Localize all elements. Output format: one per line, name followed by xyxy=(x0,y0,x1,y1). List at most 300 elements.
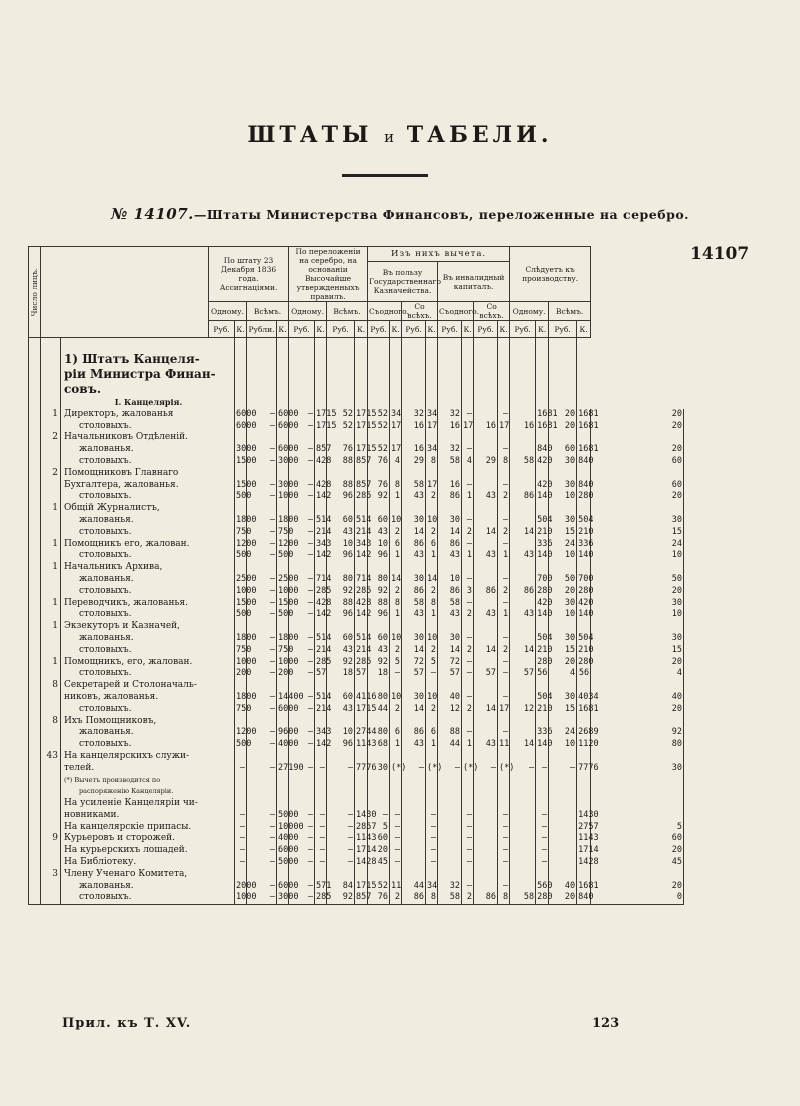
ruble-cell xyxy=(390,775,402,787)
ruble-cell: 1 xyxy=(390,550,402,562)
table-row xyxy=(29,633,684,645)
kopeck-cell xyxy=(510,833,536,845)
kopeck-cell: 60 xyxy=(327,692,355,704)
kopeck-cell: 88 xyxy=(327,456,355,468)
ruble-cell xyxy=(235,503,247,515)
ruble-cell: 8 xyxy=(498,892,510,904)
kopeck-cell xyxy=(327,786,355,798)
ruble-cell xyxy=(277,680,289,692)
ruble-cell xyxy=(498,503,510,515)
margin-cell xyxy=(29,503,41,515)
ruble-cell: 10 xyxy=(391,691,402,702)
ruble-cell: 140 xyxy=(578,550,594,561)
ruble-cell: — xyxy=(462,633,474,645)
ruble-cell: 700 xyxy=(578,573,594,584)
kopeck-cell xyxy=(510,633,536,645)
ruble-cell xyxy=(390,503,402,515)
kopeck-cell: 76 xyxy=(368,892,390,904)
kopeck-cell: 60 xyxy=(549,444,577,456)
ruble-cell: — xyxy=(235,833,247,845)
kopeck-cell: — xyxy=(247,845,277,857)
kopeck-cell xyxy=(402,432,426,444)
kopeck-cell: 45 xyxy=(591,857,684,869)
kopeck-cell xyxy=(247,562,277,574)
kopeck-cell: — xyxy=(247,444,277,456)
kopeck-cell: 43 xyxy=(368,645,390,657)
table-row xyxy=(29,657,684,669)
kopeck-cell: 10 xyxy=(549,739,577,751)
ruble-cell: 2 xyxy=(498,645,510,657)
header-cell: Изъ нихъ вычета. xyxy=(368,247,510,262)
ruble-cell: 1 xyxy=(390,739,402,751)
ruble-cell: 34 xyxy=(427,444,438,455)
ruble-cell: — xyxy=(462,857,474,869)
kopeck-cell xyxy=(510,786,536,798)
count-cell: 1 xyxy=(41,621,61,633)
count-cell xyxy=(41,444,61,456)
row-label: столовыхъ. xyxy=(61,550,235,562)
row-label: Члену Ученаго Комитета, xyxy=(61,869,235,881)
ruble-cell xyxy=(498,716,510,728)
ruble-cell: 500 xyxy=(236,550,252,561)
ruble-cell: 1800 xyxy=(236,691,257,702)
ruble-cell: — xyxy=(462,833,474,845)
row-label: (*) Вычетъ производится по xyxy=(61,775,235,787)
ruble-cell: 11 xyxy=(391,880,402,891)
table-row xyxy=(29,881,684,893)
ruble-cell: 3 xyxy=(462,586,474,598)
kopeck-cell: 4 xyxy=(549,668,577,680)
kopeck-cell: — xyxy=(289,456,315,468)
kopeck-cell: 24 xyxy=(549,727,577,739)
ruble-cell xyxy=(426,775,438,787)
ruble-cell xyxy=(426,751,438,763)
ruble-cell: 500 xyxy=(236,609,252,620)
kopeck-cell: 43 xyxy=(474,550,498,562)
ruble-cell: 420 xyxy=(537,479,553,490)
page-number: 123 xyxy=(592,1016,620,1031)
ruble-cell: 6000 xyxy=(278,420,299,431)
kopeck-cell: 57 xyxy=(474,668,498,680)
kopeck-cell xyxy=(327,503,355,515)
ruble-cell: 2689 xyxy=(578,727,599,738)
kopeck-cell: — xyxy=(327,822,355,834)
count-cell xyxy=(41,704,61,716)
ruble-cell: 750 xyxy=(236,703,252,714)
kopeck-cell xyxy=(438,786,462,798)
ruble-cell: (*) xyxy=(463,762,479,773)
ruble-cell xyxy=(355,751,368,763)
count-cell xyxy=(41,491,61,503)
count-cell xyxy=(41,550,61,562)
kopeck-cell: — xyxy=(289,491,315,503)
kopeck-cell: 16 xyxy=(402,444,426,456)
kopeck-cell: 86 xyxy=(402,727,426,739)
ruble-cell: — xyxy=(315,763,327,775)
table-row xyxy=(29,775,684,787)
kopeck-cell xyxy=(510,775,536,787)
ruble-cell: — xyxy=(498,692,510,704)
ruble-cell: 1500 xyxy=(236,479,257,490)
row-label: жалованья. xyxy=(61,881,235,893)
margin-cell xyxy=(29,668,41,680)
ruble-cell: 280 xyxy=(578,656,594,667)
ruble-cell xyxy=(277,786,289,798)
kopeck-cell: — xyxy=(247,857,277,869)
ruble-cell: 17 xyxy=(499,420,510,431)
margin-cell xyxy=(29,845,41,857)
row-label: Экзекуторъ и Казначей, xyxy=(61,621,235,633)
ruble-cell: — xyxy=(462,727,474,739)
count-cell xyxy=(41,515,61,527)
row-label: распоряженію Канцеляріи. xyxy=(61,786,235,798)
ruble-cell: 1500 xyxy=(236,597,257,608)
kopeck-cell xyxy=(289,680,315,692)
kopeck-cell: 80 xyxy=(327,574,355,586)
kopeck-cell: 60 xyxy=(591,456,684,468)
ruble-cell: 3000 xyxy=(236,444,257,455)
ruble-cell: 280 xyxy=(578,585,594,596)
margin-cell xyxy=(29,444,41,456)
ruble-cell: 34 xyxy=(391,408,402,419)
kopeck-cell xyxy=(438,751,462,763)
section-title: ріи Министра Финан- xyxy=(61,367,235,382)
ruble-cell xyxy=(277,562,289,574)
header-cell: К. xyxy=(498,321,510,338)
table-row xyxy=(29,609,684,621)
kopeck-cell xyxy=(474,810,498,822)
kopeck-cell xyxy=(591,775,684,787)
ruble-cell xyxy=(498,468,510,480)
table-row xyxy=(29,421,684,433)
ruble-cell: 140 xyxy=(578,609,594,620)
ruble-cell xyxy=(577,562,591,574)
ruble-cell xyxy=(355,786,368,798)
kopeck-cell: 80 xyxy=(368,727,390,739)
table-row xyxy=(29,739,684,751)
kopeck-cell: 72 xyxy=(438,657,462,669)
kopeck-cell xyxy=(474,822,498,834)
ruble-cell xyxy=(536,680,549,692)
ruble-cell: — xyxy=(498,668,510,680)
row-label: столовыхъ. xyxy=(61,527,235,539)
ruble-cell: (*) xyxy=(499,762,515,773)
ruble-cell: 4116 xyxy=(356,691,377,702)
ruble-cell: 1143 xyxy=(356,739,377,750)
margin-cell xyxy=(29,798,41,810)
kopeck-cell: 29 xyxy=(474,456,498,468)
kopeck-cell xyxy=(549,775,577,787)
ruble-cell: 6000 xyxy=(278,880,299,891)
kopeck-cell: 92 xyxy=(368,657,390,669)
ruble-cell: (*) xyxy=(391,762,407,773)
ruble-cell: 8 xyxy=(390,480,402,492)
ruble-cell: 428 xyxy=(316,455,332,466)
ruble-cell: (*) xyxy=(427,762,443,773)
table-row xyxy=(29,409,684,421)
kopeck-cell xyxy=(402,716,426,728)
row-label: жалованья. xyxy=(61,574,235,586)
kopeck-cell xyxy=(549,810,577,822)
kopeck-cell xyxy=(327,716,355,728)
ruble-cell xyxy=(426,869,438,881)
kopeck-cell: 86 xyxy=(402,586,426,598)
kopeck-cell: 30 xyxy=(549,633,577,645)
kopeck-cell: 43 xyxy=(474,491,498,503)
ruble-cell: 1 xyxy=(498,609,510,621)
ruble-cell: 11 xyxy=(499,739,510,750)
count-cell xyxy=(41,421,61,433)
row-label: столовыхъ. xyxy=(61,739,235,751)
kopeck-cell: 60 xyxy=(591,480,684,492)
kopeck-cell: 80 xyxy=(368,692,390,704)
kopeck-cell: 60 xyxy=(368,633,390,645)
ruble-cell: 210 xyxy=(578,644,594,655)
kopeck-cell xyxy=(368,503,390,515)
ruble-cell xyxy=(577,468,591,480)
kopeck-cell: 14 xyxy=(510,739,536,751)
ruble-cell: 142 xyxy=(356,550,372,561)
ruble-cell xyxy=(315,503,327,515)
kopeck-cell: 57 xyxy=(510,668,536,680)
kopeck-cell: 40 xyxy=(549,881,577,893)
header-cell: К. xyxy=(536,321,549,338)
ruble-cell: 10 xyxy=(427,691,438,702)
kopeck-cell: — xyxy=(289,598,315,610)
header-cell: Руб. xyxy=(474,321,498,338)
kopeck-cell: 30 xyxy=(549,456,577,468)
row-label: На Библіотеку. xyxy=(61,857,235,869)
ruble-cell xyxy=(315,798,327,810)
margin-cell xyxy=(29,857,41,869)
kopeck-cell xyxy=(327,869,355,881)
kopeck-cell: 58 xyxy=(510,892,536,904)
ruble-cell: 10000 xyxy=(278,821,304,832)
margin-cell xyxy=(29,539,41,551)
ruble-cell: 17 xyxy=(391,420,402,431)
ruble-cell xyxy=(426,468,438,480)
kopeck-cell: 86 xyxy=(474,586,498,598)
kopeck-cell: — xyxy=(289,810,315,822)
row-label: Помощникъ, его, жалован. xyxy=(61,657,235,669)
ruble-cell: — xyxy=(315,845,327,857)
ruble-cell: — xyxy=(315,810,327,822)
kopeck-cell: — xyxy=(289,409,315,421)
ruble-cell xyxy=(498,751,510,763)
header-cell: Одному. xyxy=(289,302,327,321)
ruble-cell: 6000 xyxy=(278,408,299,419)
count-cell: 2 xyxy=(41,432,61,444)
kopeck-cell xyxy=(510,574,536,586)
kopeck-cell xyxy=(549,751,577,763)
kopeck-cell: 52 xyxy=(368,881,390,893)
kopeck-cell: — xyxy=(402,763,426,775)
kopeck-cell: 50 xyxy=(591,574,684,586)
ruble-cell xyxy=(462,503,474,515)
ruble-cell: 6000 xyxy=(236,420,257,431)
kopeck-cell: 15 xyxy=(549,527,577,539)
ruble-cell xyxy=(498,432,510,444)
header-cell: К. xyxy=(462,321,474,338)
ruble-cell: 1 xyxy=(390,491,402,503)
row-label: столовыхъ. xyxy=(61,456,235,468)
ruble-cell: 1 xyxy=(498,550,510,562)
ruble-cell: 857 xyxy=(356,455,372,466)
kopeck-cell xyxy=(510,727,536,739)
header-cell: Руб. xyxy=(368,321,390,338)
ruble-cell: 1 xyxy=(462,491,474,503)
ruble-cell: 7776 xyxy=(578,762,599,773)
kopeck-cell xyxy=(510,692,536,704)
header-cell: Руб. xyxy=(402,321,426,338)
kopeck-cell: 16 xyxy=(438,480,462,492)
kopeck-cell: 12 xyxy=(510,704,536,716)
kopeck-cell: 43 xyxy=(438,550,462,562)
kopeck-cell: — xyxy=(289,845,315,857)
row-label: На канцелярскихъ служи- xyxy=(61,751,235,763)
ruble-cell: 210 xyxy=(537,703,553,714)
margin-cell xyxy=(29,562,41,574)
ruble-cell: 1714 xyxy=(578,845,599,856)
kopeck-cell xyxy=(402,775,426,787)
kopeck-cell: 57 xyxy=(402,668,426,680)
table-row xyxy=(29,491,684,503)
ruble-cell: 142 xyxy=(356,609,372,620)
kopeck-cell: — xyxy=(247,527,277,539)
ruble-cell: 514 xyxy=(316,632,332,643)
margin-cell xyxy=(29,822,41,834)
ruble-cell: 514 xyxy=(316,691,332,702)
ruble-cell: 5000 xyxy=(278,857,299,868)
header-cell: Руб. xyxy=(209,321,235,338)
ruble-cell: 1000 xyxy=(278,656,299,667)
kopeck-cell: 5 xyxy=(591,822,684,834)
kopeck-cell: 14 xyxy=(402,527,426,539)
ruble-cell xyxy=(462,751,474,763)
kopeck-cell xyxy=(247,680,277,692)
table-row xyxy=(29,515,684,527)
kopeck-cell xyxy=(247,503,277,515)
kopeck-cell xyxy=(368,775,390,787)
kopeck-cell: 43 xyxy=(510,550,536,562)
ruble-cell: — xyxy=(390,845,402,857)
ruble-cell: 1681 xyxy=(578,420,599,431)
ruble-cell: 2857 xyxy=(356,821,377,832)
ruble-cell xyxy=(235,680,247,692)
ruble-cell: 34 xyxy=(427,880,438,891)
margin-cell xyxy=(29,527,41,539)
kopeck-cell: 88 xyxy=(327,598,355,610)
ruble-cell xyxy=(577,869,591,881)
kopeck-cell xyxy=(368,786,390,798)
kopeck-cell xyxy=(474,881,498,893)
ruble-cell: 5000 xyxy=(278,809,299,820)
count-cell xyxy=(41,822,61,834)
count-cell: 9 xyxy=(41,833,61,845)
ruble-cell: 1143 xyxy=(356,833,377,844)
kopeck-cell: 52 xyxy=(368,409,390,421)
table-row xyxy=(29,786,684,798)
kopeck-cell: — xyxy=(247,645,277,657)
section-title-row xyxy=(29,367,684,382)
ruble-cell: — xyxy=(498,444,510,456)
ruble-cell xyxy=(355,562,368,574)
document-title: № 14107.—Штаты Министерства Финансовъ, переложенные на серебро. xyxy=(110,205,690,223)
kopeck-cell: — xyxy=(247,550,277,562)
kopeck-cell xyxy=(510,716,536,728)
kopeck-cell: 92 xyxy=(368,491,390,503)
kopeck-cell xyxy=(247,786,277,798)
kopeck-cell xyxy=(591,680,684,692)
kopeck-cell xyxy=(289,621,315,633)
kopeck-cell: — xyxy=(327,763,355,775)
ruble-cell: 2 xyxy=(390,586,402,598)
ruble-cell: 571 xyxy=(316,880,332,891)
kopeck-cell xyxy=(327,680,355,692)
kopeck-cell xyxy=(510,539,536,551)
section-title-row xyxy=(29,382,684,397)
kopeck-cell: — xyxy=(289,763,315,775)
kopeck-cell xyxy=(591,869,684,881)
kopeck-cell: — xyxy=(438,763,462,775)
kopeck-cell xyxy=(510,598,536,610)
kopeck-cell xyxy=(510,480,536,492)
ruble-cell: — xyxy=(390,822,402,834)
kopeck-cell: 76 xyxy=(368,480,390,492)
kopeck-cell: — xyxy=(247,727,277,739)
ruble-cell: 2 xyxy=(498,491,510,503)
ruble-cell xyxy=(536,751,549,763)
ruble-cell: 200 xyxy=(278,668,294,679)
kopeck-cell xyxy=(368,562,390,574)
table-row xyxy=(29,857,684,869)
table-row xyxy=(29,645,684,657)
ruble-cell: 2 xyxy=(390,645,402,657)
ruble-cell: — xyxy=(462,539,474,551)
row-label: жалованья. xyxy=(61,727,235,739)
ruble-cell: 8 xyxy=(426,456,438,468)
kopeck-cell xyxy=(289,775,315,787)
ruble-cell: 1715 xyxy=(356,444,377,455)
ruble-cell: 1430 xyxy=(578,809,599,820)
kopeck-cell: — xyxy=(289,892,315,904)
ruble-cell xyxy=(315,751,327,763)
kopeck-cell: 60 xyxy=(368,833,390,845)
row-label: новниками. xyxy=(61,810,235,822)
kopeck-cell xyxy=(247,716,277,728)
header-cell: Съодного. xyxy=(438,302,474,321)
kopeck-cell xyxy=(510,515,536,527)
kopeck-cell xyxy=(549,857,577,869)
margin-cell xyxy=(29,609,41,621)
ruble-cell xyxy=(315,716,327,728)
margin-cell xyxy=(29,881,41,893)
kopeck-cell: — xyxy=(289,527,315,539)
ruble-cell: 8 xyxy=(498,456,510,468)
ruble-cell xyxy=(277,432,289,444)
kopeck-cell xyxy=(591,786,684,798)
kopeck-cell: — xyxy=(247,657,277,669)
ruble-cell: — xyxy=(235,822,247,834)
table-row xyxy=(29,456,684,468)
kopeck-cell: 52 xyxy=(368,421,390,433)
kopeck-cell xyxy=(549,716,577,728)
kopeck-cell: — xyxy=(368,810,390,822)
ruble-cell: — xyxy=(498,857,510,869)
ruble-cell: 214 xyxy=(356,526,372,537)
table-row xyxy=(29,680,684,692)
section-title-row xyxy=(29,352,684,367)
